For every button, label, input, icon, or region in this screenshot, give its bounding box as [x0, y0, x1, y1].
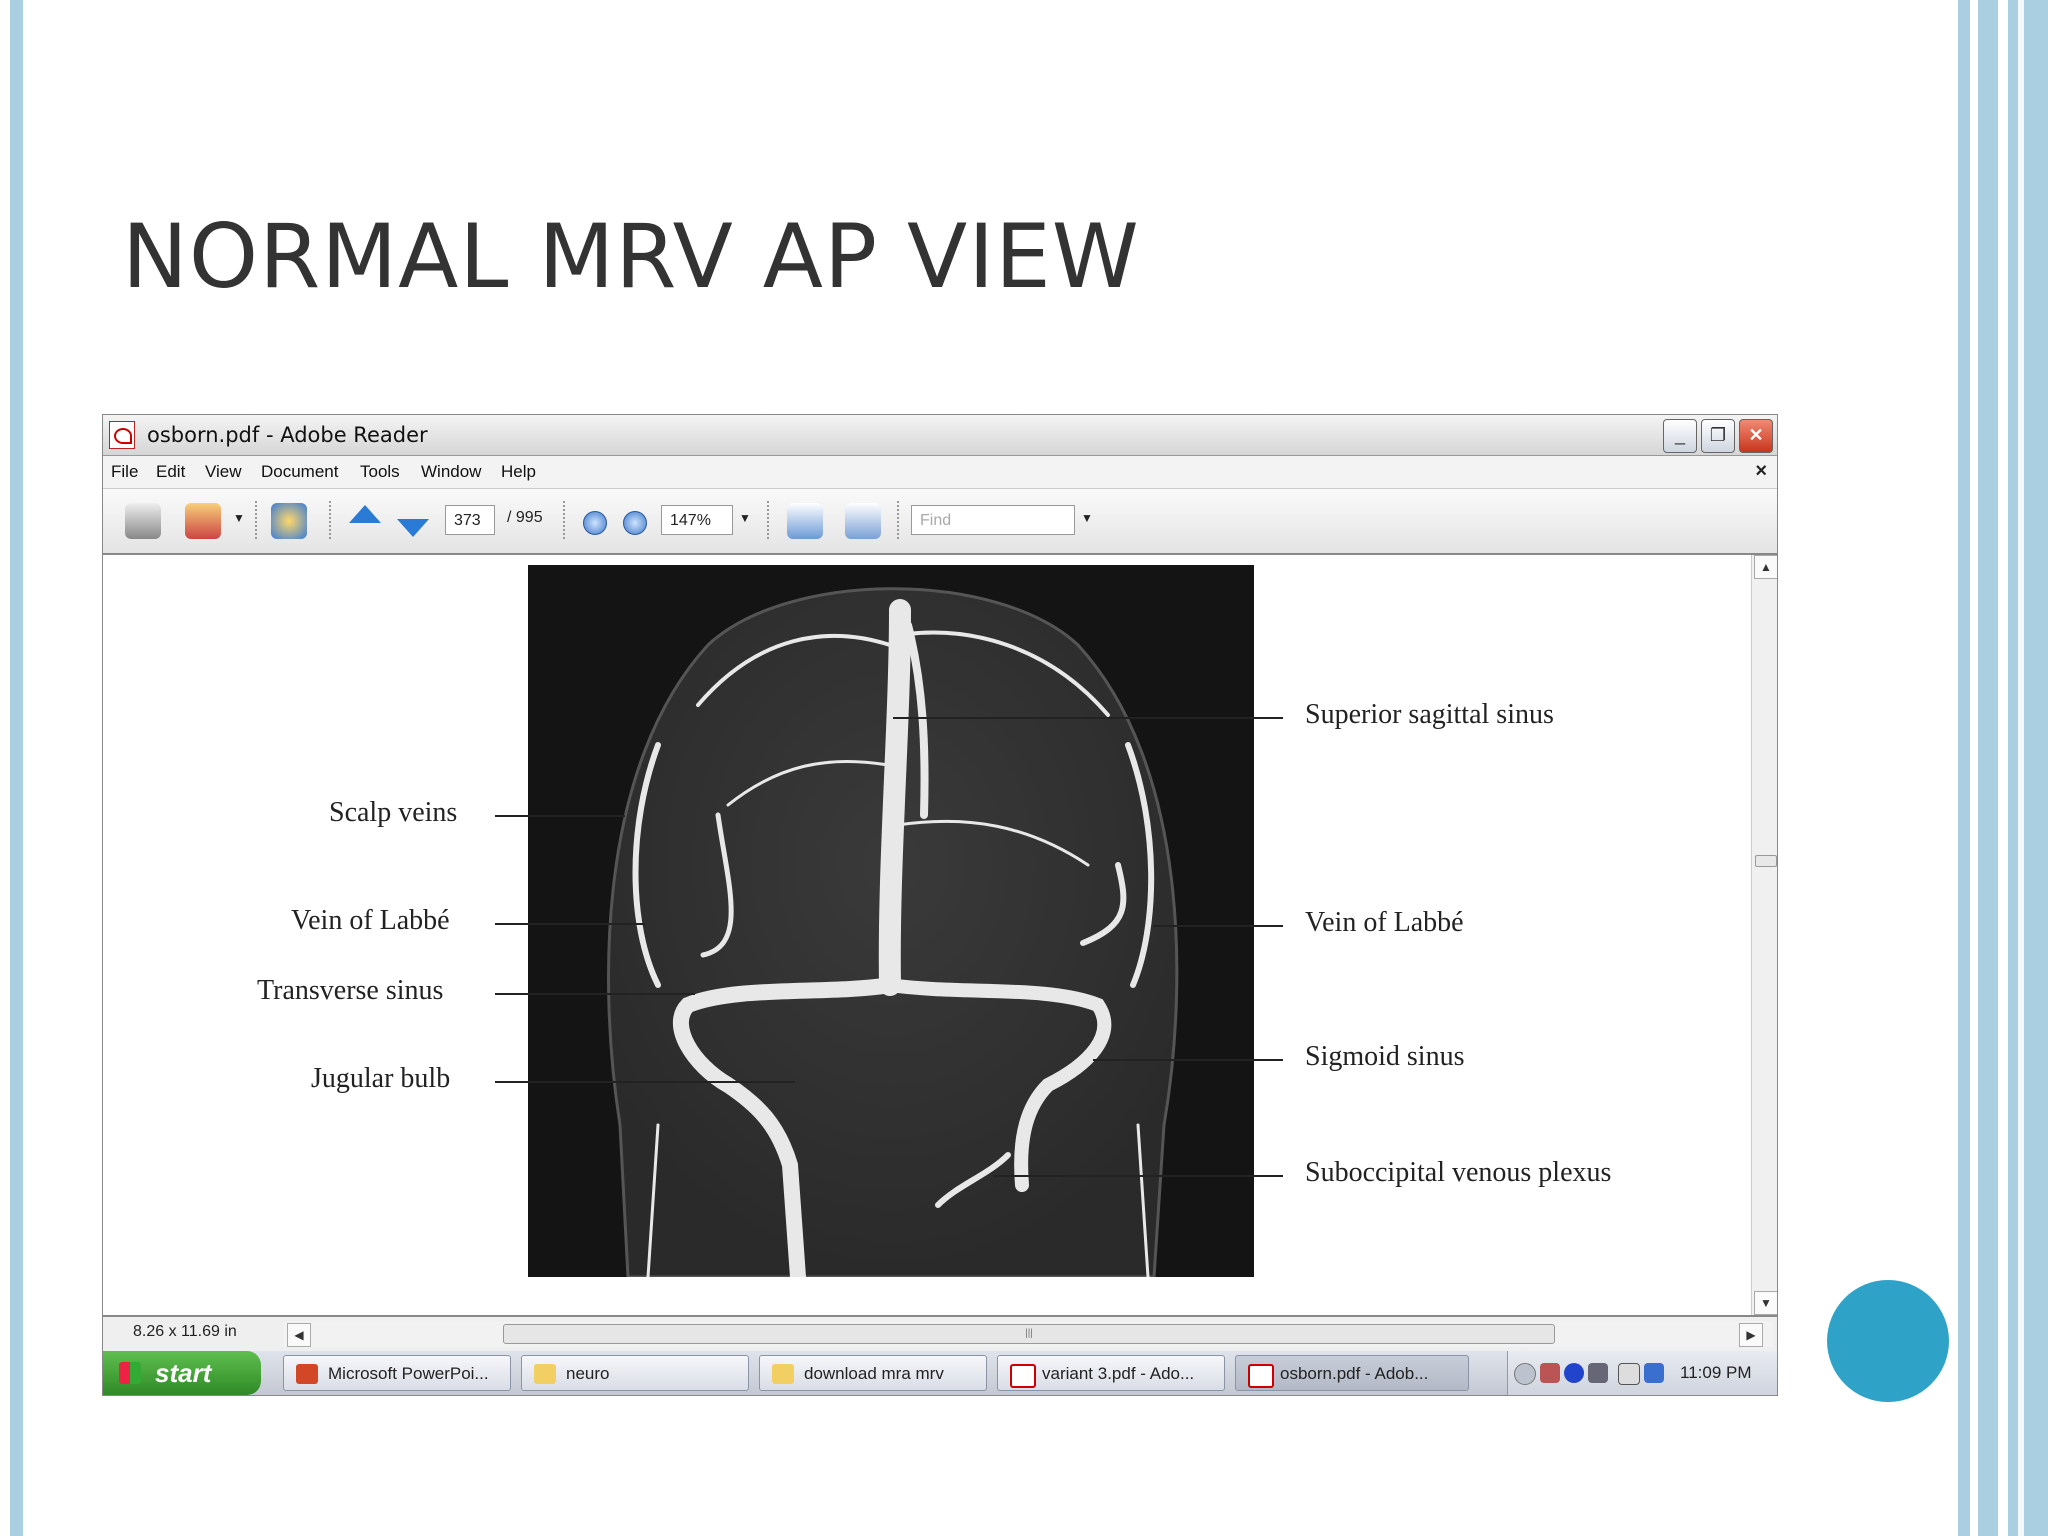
network-icon[interactable] — [1588, 1363, 1608, 1383]
windows-logo-icon — [119, 1362, 141, 1384]
toolbar-separator — [767, 501, 769, 541]
label-transverse-sinus: Transverse sinus — [257, 975, 444, 1006]
window-title: osborn.pdf - Adobe Reader — [147, 423, 428, 447]
adobe-reader-window — [102, 414, 1778, 1396]
folder-icon — [534, 1364, 556, 1384]
fit-width-icon[interactable] — [787, 503, 823, 539]
toolbar — [103, 489, 1777, 555]
slide-frame-left — [10, 0, 23, 1536]
slide-title: NORMAL MRV AP VIEW — [122, 205, 1140, 308]
leader-line — [495, 1081, 795, 1083]
fit-page-icon[interactable] — [845, 503, 881, 539]
powerpoint-icon — [296, 1364, 318, 1384]
email-icon[interactable] — [185, 503, 221, 539]
antivirus-icon[interactable] — [1540, 1363, 1560, 1383]
zoom-input[interactable]: 147% — [661, 505, 733, 535]
task-variant-pdf[interactable]: variant 3.pdf - Ado... — [997, 1355, 1225, 1391]
usb-device-icon[interactable] — [1618, 1363, 1640, 1385]
slide-frame-right-3 — [2008, 0, 2048, 1536]
scroll-down-icon[interactable]: ▼ — [1754, 1291, 1778, 1315]
window-titlebar[interactable] — [103, 415, 1777, 456]
start-button[interactable]: start — [103, 1351, 261, 1395]
label-jugular-bulb: Jugular bulb — [311, 1063, 451, 1094]
scroll-up-icon[interactable]: ▲ — [1754, 555, 1778, 579]
leader-line — [1153, 925, 1283, 927]
leader-line — [993, 1175, 1283, 1177]
document-view — [103, 555, 1749, 1315]
print-icon[interactable] — [125, 503, 161, 539]
find-dropdown-icon[interactable]: ▼ — [1081, 511, 1093, 525]
maximize-button[interactable]: ❐ — [1701, 419, 1735, 453]
zoom-out-icon[interactable] — [583, 511, 607, 535]
leader-line — [893, 717, 1283, 719]
page-total: / 995 — [507, 509, 543, 526]
zoom-dropdown-icon[interactable]: ▼ — [739, 511, 751, 525]
label-scalp-veins: Scalp veins — [329, 797, 458, 828]
toolbar-separator — [329, 501, 331, 541]
vertical-scrollbar[interactable] — [1751, 555, 1778, 1315]
email-dropdown-icon[interactable]: ▼ — [233, 511, 245, 525]
minimize-button[interactable]: _ — [1663, 419, 1697, 453]
next-page-icon[interactable] — [397, 519, 429, 537]
decorative-circle — [1827, 1280, 1949, 1402]
label-suboccipital-venous-plexus: Suboccipital venous plexus — [1305, 1157, 1612, 1188]
scroll-right-icon[interactable]: ▶ — [1739, 1323, 1763, 1347]
tray-expand-icon[interactable] — [1514, 1363, 1536, 1385]
document-close-icon[interactable]: × — [1755, 460, 1767, 482]
task-neuro-folder[interactable]: neuro — [521, 1355, 749, 1391]
slide-frame-right-1 — [1958, 0, 1970, 1536]
pdf-icon — [1010, 1364, 1036, 1388]
clock: 11:09 PM — [1680, 1363, 1752, 1382]
system-tray — [1507, 1351, 1778, 1395]
leader-line — [1093, 1059, 1283, 1061]
windows-taskbar — [103, 1351, 1777, 1395]
menu-edit[interactable]: Edit — [156, 462, 186, 481]
leader-line — [495, 923, 645, 925]
horizontal-scrollbar[interactable] — [283, 1321, 1773, 1347]
vertical-scroll-thumb[interactable] — [1755, 855, 1777, 867]
label-sigmoid-sinus: Sigmoid sinus — [1305, 1041, 1465, 1072]
horizontal-scroll-thumb[interactable]: ||| — [503, 1324, 1555, 1344]
collaborate-icon[interactable] — [271, 503, 307, 539]
menu-bar — [103, 456, 1777, 489]
status-bar — [103, 1315, 1777, 1351]
mrv-scan-drawing — [528, 565, 1254, 1277]
zoom-in-icon[interactable] — [623, 511, 647, 535]
label-vein-of-labbe-left: Vein of Labbé — [291, 905, 450, 936]
menu-document[interactable]: Document — [261, 462, 339, 481]
menu-window[interactable]: Window — [421, 462, 482, 481]
menu-tools[interactable]: Tools — [360, 462, 400, 481]
display-icon[interactable] — [1644, 1363, 1664, 1383]
find-input[interactable]: Find — [911, 505, 1075, 535]
toolbar-separator — [897, 501, 899, 541]
pdf-icon — [1248, 1364, 1274, 1388]
slide-frame-right-2 — [1978, 0, 1998, 1536]
folder-icon — [772, 1364, 794, 1384]
menu-file[interactable]: File — [111, 462, 139, 481]
label-superior-sagittal-sinus: Superior sagittal sinus — [1305, 699, 1554, 730]
bluetooth-icon[interactable] — [1564, 1363, 1584, 1383]
label-vein-of-labbe-right: Vein of Labbé — [1305, 907, 1464, 938]
task-download-folder[interactable]: download mra mrv — [759, 1355, 987, 1391]
task-powerpoint[interactable]: Microsoft PowerPoi... — [283, 1355, 511, 1391]
close-button[interactable]: ✕ — [1739, 419, 1773, 453]
toolbar-separator — [563, 501, 565, 541]
task-osborn-pdf[interactable]: osborn.pdf - Adob... — [1235, 1355, 1469, 1391]
toolbar-separator — [255, 501, 257, 541]
pdf-icon — [109, 421, 135, 449]
mrv-image — [528, 565, 1254, 1277]
scroll-left-icon[interactable]: ◀ — [287, 1323, 311, 1347]
page-number-input[interactable]: 373 — [445, 505, 495, 535]
page-size-readout: 8.26 x 11.69 in — [133, 1323, 237, 1340]
leader-line — [495, 993, 695, 995]
previous-page-icon[interactable] — [349, 505, 381, 523]
menu-help[interactable]: Help — [501, 462, 536, 481]
menu-view[interactable]: View — [205, 462, 242, 481]
leader-line — [495, 815, 625, 817]
